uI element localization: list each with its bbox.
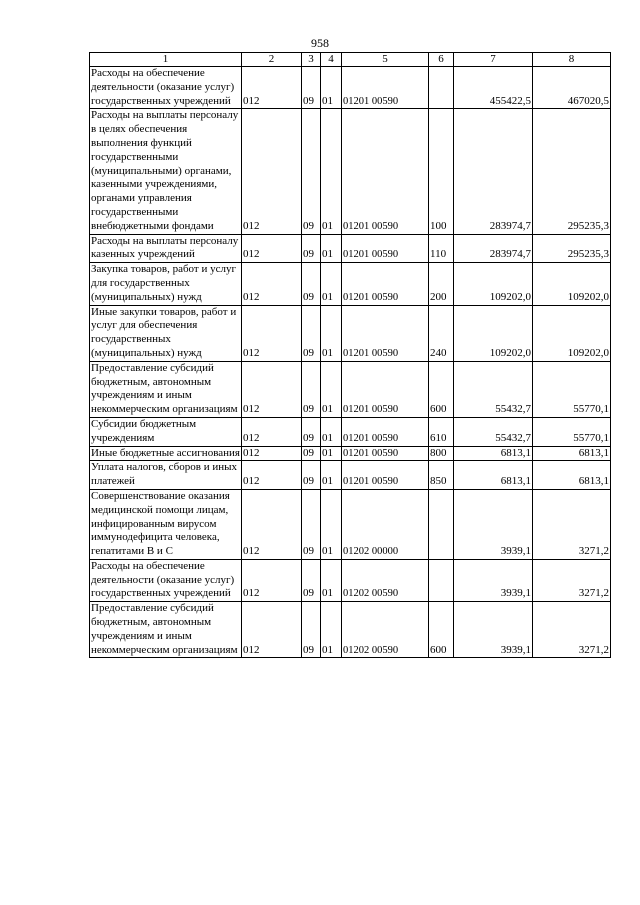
column-header: 1 [90,53,242,67]
subsection-code: 01 [321,417,342,446]
expense-type-code: 610 [429,417,454,446]
expense-type-code: 600 [429,602,454,658]
expense-type-code: 850 [429,461,454,490]
expense-name: Уплата налогов, сборов и иных платежей [90,461,242,490]
target-article-code: 01201 00590 [342,461,429,490]
amount-col8: 467020,5 [533,67,611,109]
ministry-code: 012 [242,446,302,461]
expense-type-code [429,67,454,109]
subsection-code: 01 [321,109,342,234]
target-article-code: 01201 00590 [342,305,429,361]
amount-col8: 295235,3 [533,109,611,234]
target-article-code: 01201 00590 [342,109,429,234]
expense-type-code: 240 [429,305,454,361]
expense-name: Предоставление субсидий бюджетным, автономным учреждениям и иным некоммерческим организациям [90,361,242,417]
amount-col8: 3271,2 [533,559,611,601]
ministry-code: 012 [242,602,302,658]
table-row [90,602,611,658]
table-row [90,67,611,109]
ministry-code: 012 [242,417,302,446]
target-article-code: 01201 00590 [342,446,429,461]
ministry-code: 012 [242,305,302,361]
section-code: 09 [302,67,321,109]
amount-col7: 55432,7 [454,361,533,417]
target-article-code: 01201 00590 [342,263,429,305]
expense-name: Субсидии бюджетным учреждениям [90,417,242,446]
column-header: 2 [242,53,302,67]
section-code: 09 [302,446,321,461]
column-header: 5 [342,53,429,67]
amount-col7: 55432,7 [454,417,533,446]
expense-name: Расходы на выплаты персоналу казенных учреждений [90,234,242,263]
ministry-code: 012 [242,234,302,263]
ministry-code: 012 [242,109,302,234]
amount-col8: 55770,1 [533,361,611,417]
expense-name: Расходы на выплаты персоналу в целях обеспечения выполнения функций государственными (муниципальными) органами, казенными учреждениями, органами управления государственными внебюджетными фондами [90,109,242,234]
table-row [90,446,611,461]
subsection-code: 01 [321,361,342,417]
ministry-code: 012 [242,67,302,109]
target-article-code: 01201 00590 [342,67,429,109]
amount-col7: 3939,1 [454,559,533,601]
expense-name: Совершенствование оказания медицинской помощи лицам, инфицированным вирусом иммунодефицита человека, гепатитами В и С [90,489,242,559]
amount-col8: 109202,0 [533,263,611,305]
column-header: 4 [321,53,342,67]
expense-type-code: 200 [429,263,454,305]
section-code: 09 [302,263,321,305]
amount-col8: 6813,1 [533,461,611,490]
column-header: 8 [533,53,611,67]
expense-type-code: 110 [429,234,454,263]
section-code: 09 [302,361,321,417]
subsection-code: 01 [321,461,342,490]
section-code: 09 [302,461,321,490]
table-row [90,263,611,305]
section-code: 09 [302,489,321,559]
amount-col8: 109202,0 [533,305,611,361]
amount-col8: 3271,2 [533,602,611,658]
amount-col7: 283974,7 [454,234,533,263]
section-code: 09 [302,234,321,263]
subsection-code: 01 [321,559,342,601]
amount-col7: 3939,1 [454,489,533,559]
expense-type-code [429,559,454,601]
column-header: 3 [302,53,321,67]
subsection-code: 01 [321,67,342,109]
header-row [90,53,611,67]
expense-type-code [429,489,454,559]
expense-name: Расходы на обеспечение деятельности (оказание услуг) государственных учреждений [90,559,242,601]
subsection-code: 01 [321,602,342,658]
amount-col7: 6813,1 [454,461,533,490]
table-row [90,559,611,601]
ministry-code: 012 [242,361,302,417]
amount-col7: 3939,1 [454,602,533,658]
target-article-code: 01201 00590 [342,361,429,417]
expense-name: Предоставление субсидий бюджетным, автономным учреждениям и иным некоммерческим организациям [90,602,242,658]
amount-col7: 6813,1 [454,446,533,461]
expense-name: Иные закупки товаров, работ и услуг для обеспечения государственных (муниципальных) нужд [90,305,242,361]
table-row [90,109,611,234]
page-number: 958 [311,36,329,50]
amount-col8: 55770,1 [533,417,611,446]
table-row [90,417,611,446]
expense-name: Иные бюджетные ассигнования [90,446,242,461]
amount-col8: 6813,1 [533,446,611,461]
table-row [90,489,611,559]
section-code: 09 [302,417,321,446]
target-article-code: 01202 00000 [342,489,429,559]
expense-type-code: 100 [429,109,454,234]
ministry-code: 012 [242,461,302,490]
expense-name: Закупка товаров, работ и услуг для государственных (муниципальных) нужд [90,263,242,305]
budget-table [89,52,611,658]
subsection-code: 01 [321,234,342,263]
amount-col8: 3271,2 [533,489,611,559]
subsection-code: 01 [321,263,342,305]
amount-col7: 283974,7 [454,109,533,234]
expense-type-code: 800 [429,446,454,461]
amount-col7: 109202,0 [454,263,533,305]
target-article-code: 01201 00590 [342,234,429,263]
column-header: 7 [454,53,533,67]
target-article-code: 01202 00590 [342,602,429,658]
ministry-code: 012 [242,489,302,559]
table-row [90,234,611,263]
expense-type-code: 600 [429,361,454,417]
ministry-code: 012 [242,263,302,305]
target-article-code: 01201 00590 [342,417,429,446]
table-row [90,361,611,417]
expense-name: Расходы на обеспечение деятельности (оказание услуг) государственных учреждений [90,67,242,109]
table-row [90,461,611,490]
section-code: 09 [302,602,321,658]
amount-col7: 109202,0 [454,305,533,361]
subsection-code: 01 [321,305,342,361]
table-row [90,305,611,361]
section-code: 09 [302,109,321,234]
column-header: 6 [429,53,454,67]
section-code: 09 [302,559,321,601]
amount-col8: 295235,3 [533,234,611,263]
subsection-code: 01 [321,489,342,559]
subsection-code: 01 [321,446,342,461]
amount-col7: 455422,5 [454,67,533,109]
ministry-code: 012 [242,559,302,601]
target-article-code: 01202 00590 [342,559,429,601]
section-code: 09 [302,305,321,361]
